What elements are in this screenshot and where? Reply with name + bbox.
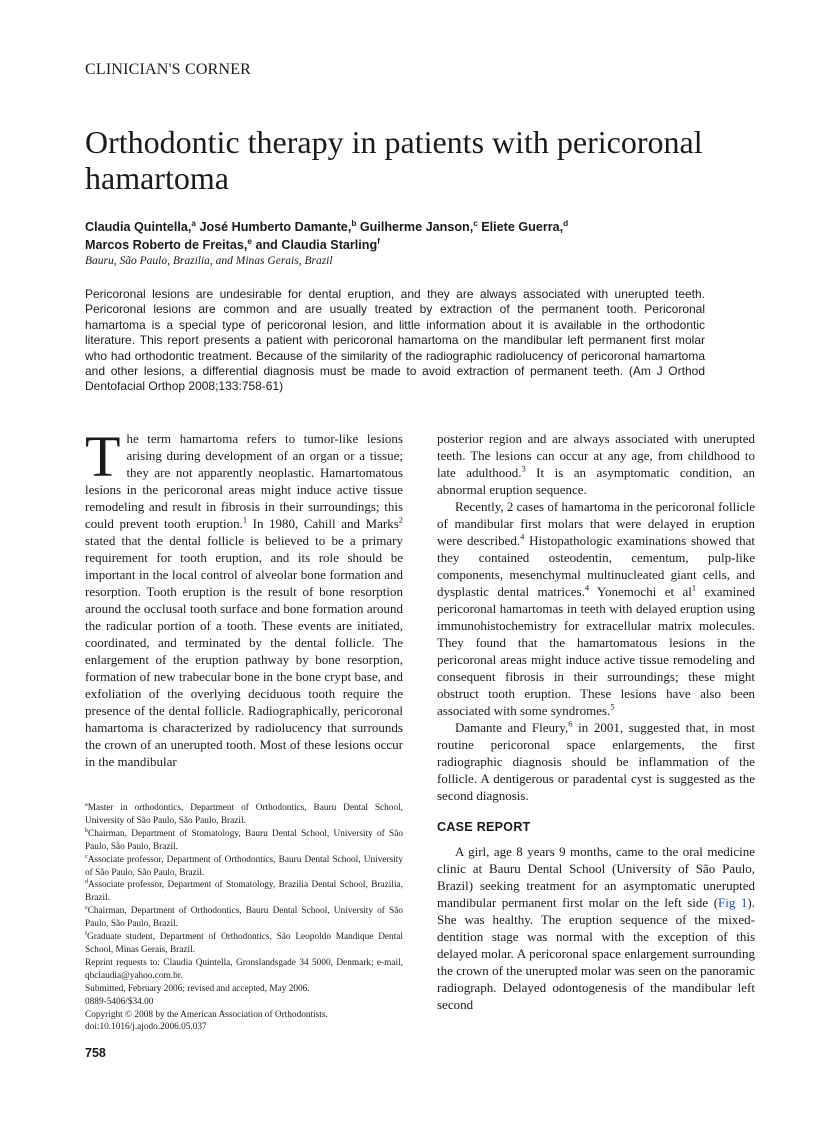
reference-citation[interactable]: 1 — [242, 514, 248, 525]
reference-citation[interactable]: 6 — [568, 718, 573, 729]
footnote-text: Chairman, Department of Stomatology, Bauru Dental School, University of São Paulo, São Paulo, Brazil. — [85, 828, 403, 852]
page-number: 758 — [85, 1046, 106, 1060]
body-text: Yonemochi et al — [589, 584, 692, 599]
footnote — [85, 879, 403, 905]
body-paragraph — [437, 430, 755, 498]
author-name: José Humberto Damante, — [199, 220, 352, 234]
footnote-mark: a — [85, 801, 88, 808]
author-locations: Bauru, São Paulo, Brazilia, and Minas Gerais, Brazil — [85, 255, 333, 267]
footnote — [85, 931, 403, 957]
submission-dates: Submitted, February 2006; revised and accepted, May 2006. — [85, 983, 310, 994]
body-column-left — [85, 424, 403, 770]
footnote — [85, 905, 403, 931]
footnote-text: Associate professor, Department of Orthodontics, Bauru Dental School, University of São Paulo, São Paulo, Brazil. — [85, 854, 403, 878]
article-title: Orthodontic therapy in patients with pericoronal hamartoma — [85, 124, 703, 196]
body-paragraph — [85, 424, 403, 770]
author-name: Eliete Guerra, — [481, 220, 564, 234]
figure-link[interactable]: Fig 1 — [718, 895, 748, 910]
body-text: in 2001, suggested that, in most routine pericoronal space enlargements, the first radiographic diagnosis should be inflammation of the follicle. A dentigerous or paradental cyst is suggested as the second diagnosis. — [437, 720, 755, 803]
author-name: and Claudia Starling — [255, 238, 378, 252]
body-text: Recently, 2 cases of hamartoma in the pericoronal follicle of mandibular first molars that were delayed in eruption were described. — [437, 499, 755, 548]
body-text: posterior region and are always associated with unerupted teeth. The lesions can occur at any age, from childhood to late adulthood. — [437, 431, 755, 480]
body-text: Damante and Fleury, — [455, 720, 569, 735]
reprint-request — [85, 957, 403, 983]
copyright: Copyright © 2008 by the American Association of Orthodontists. — [85, 1009, 328, 1020]
footnote — [85, 854, 403, 880]
reprint-text: Reprint requests to: Claudia Quintella, Gronslandsgade 34 5000, Denmark; e-mail, — [85, 957, 403, 968]
doi[interactable]: doi:10.1016/j.ajodo.2006.05.037 — [85, 1022, 207, 1033]
footnote-mark: f — [85, 930, 88, 937]
author-name: Guilherme Janson, — [359, 220, 474, 234]
body-paragraph — [437, 719, 755, 804]
body-text: It is an asymptomatic condition, an abnormal eruption sequence. — [437, 465, 755, 497]
footnote — [85, 828, 403, 854]
body-column-right — [437, 430, 755, 1013]
issn: 0889-5406/$34.00 — [85, 996, 154, 1007]
reference-citation[interactable]: 4 — [520, 531, 525, 542]
body-text: Histopathologic examinations showed that they contained osteodentin, cementum, pulp-like components, mesenchymal multinucleated giant cells, and dysplastic dental matrices. — [437, 533, 755, 599]
reference-citation[interactable]: 2 — [398, 514, 403, 525]
reference-citation[interactable]: 5 — [610, 701, 615, 712]
author-affiliation-mark: c — [473, 218, 478, 228]
body-text: A girl, age 8 years 9 months, came to the oral medicine clinic at Bauru Dental School (University of São Paulo, Brazil) seeking treatment for an asymptomatic unerupted mandibular permanent first molar on the left side ( — [437, 844, 755, 910]
author-name: Claudia Quintella, — [85, 220, 192, 234]
body-text: he term hamartoma refers to tumor-like lesions arising during development of an organ or a tissue; they are not apparently neoplastic. Hamartomatous lesions in the pericoronal areas might induce active tissue remodeling and result in fibrosis in their surroundings; this could prevent tooth eruption. — [85, 431, 403, 531]
footnote-mark: d — [85, 879, 89, 886]
footnote-text: Graduate student, Department of Orthodontics, São Leopoldo Mandique Dental School, Minas Gerais, Brazil. — [85, 932, 403, 955]
reprint-end: . — [180, 970, 183, 981]
body-paragraph — [437, 843, 755, 1013]
author-affiliation-mark: d — [563, 218, 569, 228]
author-affiliation-mark: a — [191, 218, 196, 228]
abstract: Pericoronal lesions are undesirable for dental eruption, and they are always associated with unerupted teeth. Pericoronal lesions are common and are usually treated by extraction of the permanent tooth. Pericoronal hamartoma is a special type of pericoronal lesion, and little information about it is available in the orthodontic literature. This report presents a patient with pericoronal hamartoma on the mandibular left permanent first molar who had orthodontic treatment. Because of the similarity of the radiographic radiolucency of pericoronal hamartoma and other lesions, a differential diagnosis must be made to avoid extraction of permanent teeth. (Am J Orthod Dentofacial Orthop 2008;133:758-61) — [85, 287, 705, 394]
body-text: stated that the dental follicle is believed to be a primary requirement for tooth eruption, and its role should be important in the local control of alveolar bone formation and resorption. Tooth eruption is the result of bone resorption around the occlusal tooth surface and bone formation around the radicular portion of a tooth. These events are initiated, coordinated, and terminated by the dental follicle. The enlargement of the eruption pathway by bone resorption, formation of new trabecular bone in the bone crypt base, and exfoliation of the overlying deciduous tooth require the presence of the dental follicle. Radiographically, pericoronal hamartoma is characterized by radiolucency that surrounds the crown of an unerupted tooth. Most of these lesions occur in the mandibular — [85, 533, 403, 769]
author-affiliation-mark: f — [377, 236, 380, 246]
drop-cap: T — [85, 424, 121, 489]
body-text: examined pericoronal hamartomas in teeth with delayed eruption using immunohistochemistry for extracellular matrix molecules. They found that the hamartomatous lesions in the pericoronal areas might induce active tissue remodeling and consequent fibrosis in their surroundings; these might obstruct tooth eruption. These lesions have also been associated with some syndromes. — [437, 584, 755, 718]
section-heading: CASE REPORT — [437, 820, 531, 834]
footnote-mark: b — [85, 827, 89, 834]
body-text: ). She was healthy. The eruption sequence of the mixed-dentition stage was normal with the exception of this delayed molar. A pericoronal space enlargement surrounding the crown of the unerupted molar was seen on the panoramic radiograph. Delayed odontogenesis of the mandibular left second — [437, 895, 755, 1012]
author-affiliation-mark: b — [351, 218, 357, 228]
reference-citation[interactable]: 3 — [521, 463, 526, 474]
footnote — [85, 802, 403, 828]
footnote-mark: e — [85, 905, 88, 912]
author-name: Marcos Roberto de Freitas, — [85, 238, 248, 252]
footnotes — [85, 802, 403, 1034]
section-label: CLINICIAN'S CORNER — [85, 61, 252, 78]
reference-citation[interactable]: 4 — [584, 582, 590, 593]
author-affiliation-mark: e — [247, 236, 252, 246]
email-link[interactable]: qbclaudia@yahoo.com.br — [85, 970, 181, 981]
author-list — [85, 218, 725, 254]
footnote-text: Associate professor, Department of Stomatology, Brazilia Dental School, Brazilia, Brazil. — [85, 880, 403, 904]
footnote-mark: c — [85, 853, 88, 860]
footnote-text: Chairman, Department of Orthodontics, Bauru Dental School, University of São Paulo, São Paulo, Brazil. — [85, 906, 403, 930]
body-paragraph — [437, 498, 755, 719]
body-text: In 1980, Cahill and Marks — [247, 516, 399, 531]
reference-citation[interactable]: 1 — [691, 582, 697, 593]
footnote-text: Master in orthodontics, Department of Orthodontics, Bauru Dental School, University of São Paulo, São Paulo, Brazil. — [85, 803, 403, 826]
